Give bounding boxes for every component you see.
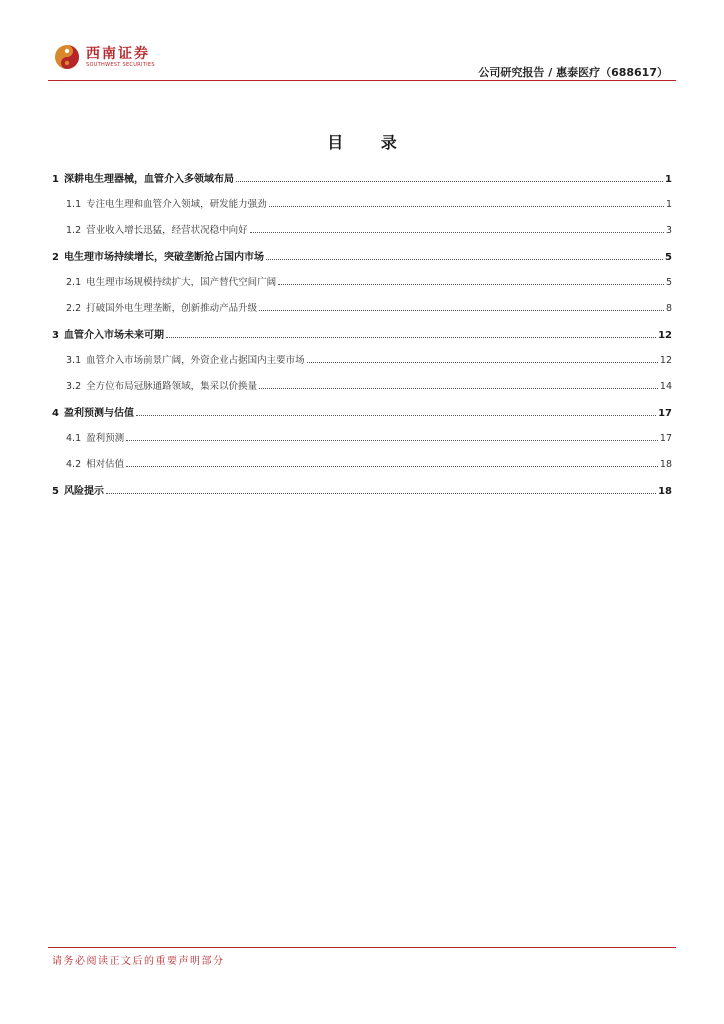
toc-entry-page: 5 (665, 277, 672, 288)
toc-entry-number: 1.1 (66, 199, 82, 210)
toc-entry-page: 12 (658, 330, 672, 341)
toc-entry-page: 17 (659, 433, 672, 444)
toc-entry[interactable] (52, 196, 672, 222)
table-of-contents (52, 170, 672, 508)
toc-entry-label: 全方位布局冠脉通路领域，集采以价换量 (86, 381, 258, 392)
toc-entry-label: 盈利预测 (86, 433, 125, 444)
company-logo (54, 44, 155, 70)
toc-entry-number: 4 (52, 408, 59, 419)
toc-entry[interactable] (52, 352, 672, 378)
toc-entry[interactable] (52, 300, 672, 326)
toc-entry-number: 3.2 (66, 381, 82, 392)
toc-entry-page: 17 (658, 408, 672, 419)
toc-entry-number: 4.1 (66, 433, 82, 444)
toc-entry-page: 1 (665, 174, 672, 185)
toc-dot-leader (259, 388, 658, 389)
toc-entry-label: 相对估值 (86, 459, 125, 470)
toc-entry-number: 1.2 (66, 225, 82, 236)
toc-entry-number: 5 (52, 486, 59, 497)
toc-dot-leader (259, 310, 664, 311)
toc-dot-leader (106, 493, 656, 494)
logo-english-name: SOUTHWEST SECURITIES (86, 61, 155, 68)
footer-divider (48, 947, 676, 948)
toc-entry[interactable] (52, 430, 672, 456)
toc-entry-label: 风险提示 (63, 486, 104, 497)
header-divider (48, 80, 676, 81)
toc-entry[interactable] (52, 482, 672, 508)
footer-disclaimer: 请务必阅读正文后的重要声明部分 (52, 956, 225, 967)
toc-entry-number: 2.1 (66, 277, 82, 288)
toc-entry-label: 营业收入增长迅猛，经营状况稳中向好 (86, 225, 248, 236)
toc-entry[interactable] (52, 456, 672, 482)
toc-entry[interactable] (52, 326, 672, 352)
toc-entry-page: 12 (659, 355, 672, 366)
toc-entry-page: 1 (665, 199, 672, 210)
toc-entry-label: 血管介入市场前景广阔，外资企业占据国内主要市场 (86, 355, 305, 366)
toc-entry-label: 电生理市场持续增长，突破垄断抢占国内市场 (63, 252, 264, 263)
toc-entry-page: 8 (665, 303, 672, 314)
toc-dot-leader (250, 232, 664, 233)
toc-dot-leader (126, 440, 658, 441)
toc-entry-page: 18 (659, 459, 672, 470)
toc-dot-leader (269, 206, 664, 207)
toc-dot-leader (278, 284, 664, 285)
toc-title: 目 录 (327, 133, 413, 152)
toc-dot-leader (236, 181, 663, 182)
toc-entry-number: 3 (52, 330, 59, 341)
logo-chinese-name: 西南证券 (86, 45, 150, 62)
toc-entry-page: 3 (665, 225, 672, 236)
toc-entry[interactable] (52, 222, 672, 248)
toc-entry[interactable] (52, 170, 672, 196)
toc-entry-label: 血管介入市场未来可期 (63, 330, 164, 341)
toc-entry-number: 2.2 (66, 303, 82, 314)
toc-entry-label: 盈利预测与估值 (63, 408, 134, 419)
toc-entry-label: 电生理市场规模持续扩大，国产替代空间广阔 (86, 277, 277, 288)
toc-entry-label: 深耕电生理器械，血管介入多领域布局 (63, 174, 234, 185)
toc-dot-leader (136, 415, 656, 416)
toc-dot-leader (266, 259, 663, 260)
toc-entry[interactable] (52, 378, 672, 404)
toc-entry-number: 1 (52, 174, 59, 185)
logo-emblem-icon (54, 44, 80, 70)
report-label: 公司研究报告 / 惠泰医疗（688617） (478, 66, 668, 79)
toc-entry-number: 2 (52, 252, 59, 263)
toc-dot-leader (307, 362, 658, 363)
toc-entry-label: 专注电生理和血管介入领域，研发能力强劲 (86, 199, 267, 210)
toc-dot-leader (166, 337, 656, 338)
toc-entry-number: 3.1 (66, 355, 82, 366)
toc-entry[interactable] (52, 274, 672, 300)
toc-entry[interactable] (52, 404, 672, 430)
toc-entry-number: 4.2 (66, 459, 82, 470)
toc-entry-page: 5 (665, 252, 672, 263)
toc-entry-label: 打破国外电生理垄断，创新推动产品升级 (86, 303, 258, 314)
toc-dot-leader (126, 466, 658, 467)
toc-entry-page: 18 (658, 486, 672, 497)
toc-entry-page: 14 (659, 381, 672, 392)
toc-entry[interactable] (52, 248, 672, 274)
